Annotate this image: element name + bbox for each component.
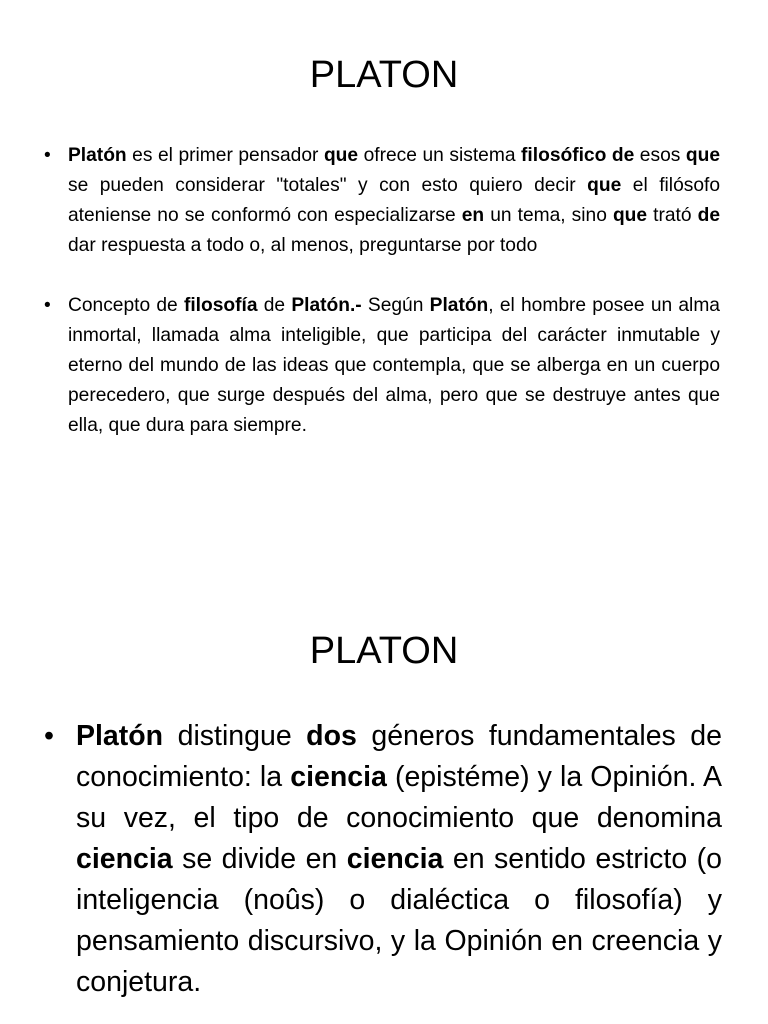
text-run: esos [634, 145, 686, 166]
bullet-marker: • [44, 295, 51, 316]
slide-1-bullet-1 [44, 141, 720, 261]
bold-term: ciencia [346, 843, 444, 875]
text-run: Concepto de [68, 295, 184, 316]
bold-term: ciencia [76, 843, 173, 875]
bold-term: que [587, 175, 622, 196]
bold-term: que [685, 145, 721, 166]
bold-term: en [461, 205, 485, 226]
text-run: Según [361, 295, 430, 316]
text-run: es el primer pensador [126, 145, 324, 166]
bullet-marker: • [44, 720, 54, 752]
text-run: se divide en [172, 843, 347, 875]
bold-term: Platón [76, 720, 164, 752]
slide-2-bullet-1 [44, 716, 722, 1003]
text-run: de [257, 295, 292, 316]
bold-term: Platón [68, 145, 127, 166]
text-run: el filósofo ateniense no se conformó con especializarse [68, 175, 721, 226]
text-run: un tema, sino [484, 205, 613, 226]
bold-term: ciencia [290, 761, 387, 793]
slide-2-bullet-list [44, 716, 722, 1003]
text-run: se pueden considerar "totales" y con esto quiero decir [68, 175, 588, 196]
bullet-marker: • [44, 145, 51, 166]
bold-term: que [612, 205, 648, 226]
bold-term: de [697, 205, 720, 226]
bold-term: que [323, 145, 359, 166]
text-run: géneros fundamentales de conocimiento: la [76, 720, 722, 793]
slide-1-title: PLATON [309, 54, 459, 96]
slide-2-title: PLATON [309, 630, 459, 672]
text-run: dar respuesta a todo o, al menos, preguntarse por todo [68, 235, 538, 256]
bold-term: filosófico de [521, 145, 635, 166]
bold-term: Platón.- [291, 295, 362, 316]
bold-term: dos [306, 720, 357, 752]
text-run: en sentido estricto (o inteligencia (noûs) o dialéctica o filosofía) y pensamiento discursivo, y la Opinión en creencia y conjetura. [76, 843, 722, 998]
text-run: trató [647, 205, 698, 226]
bold-term: filosofía [183, 295, 258, 316]
text-run: (epistéme) y la Opinión. A su vez, el tipo de conocimiento que denomina [76, 761, 722, 834]
slide-1-bullet-list [44, 141, 720, 471]
text-run: ofrece un sistema [358, 145, 522, 166]
text-run: , el hombre posee un alma inmortal, llamada alma inteligible, que participa del carácter inmutable y eterno del mundo de las ideas que contempla, que se alberga en un cuerpo perecedero, que surge después del alma, pero que se destruye antes que ella, que dura para siempre. [68, 295, 720, 436]
slide-1-bullet-2 [44, 291, 720, 441]
bold-term: Platón [429, 295, 489, 316]
text-run: distingue [163, 720, 307, 752]
slide-2 [0, 592, 768, 1024]
